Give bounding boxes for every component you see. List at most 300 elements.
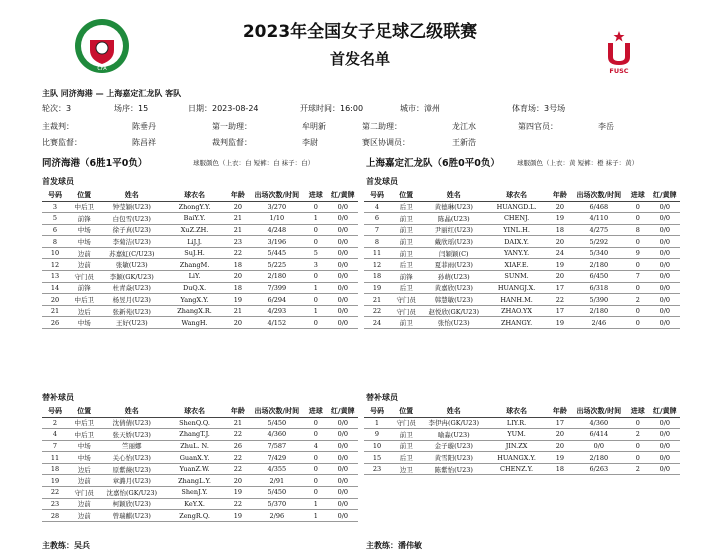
cell-shirt-name: ZhangT.J. — [163, 429, 226, 441]
cell-shirt-name: YuanZ.W. — [163, 463, 226, 475]
home-coach — [42, 540, 90, 551]
match-info-row-2 — [42, 121, 702, 132]
cell-appearances: 2/180 — [572, 452, 626, 464]
coordinator-label: 赛区协调员： — [362, 138, 410, 147]
table-row — [42, 271, 358, 283]
match-info-row-1 — [42, 103, 702, 114]
cell-number: 8 — [42, 236, 68, 248]
cell-goals: 0 — [304, 271, 328, 283]
cell-age: 20 — [548, 271, 572, 283]
cell-goals: 0 — [304, 429, 328, 441]
column-header-position: 位置 — [68, 190, 100, 201]
cell-number: 22 — [364, 305, 390, 317]
cell-name: 沈倩倩(U23) — [100, 417, 163, 429]
table-row — [42, 317, 358, 329]
column-header-number: 号码 — [364, 406, 390, 417]
cell-name: 钟莹颖(U23) — [100, 201, 163, 213]
cell-age: 20 — [226, 201, 250, 213]
cell-appearances: 5/390 — [572, 294, 626, 306]
column-header-age: 年龄 — [548, 190, 572, 201]
cell-name: 尹丽红(U23) — [422, 224, 485, 236]
table-row — [42, 294, 358, 306]
cell-shirt-name: CHENJ. — [485, 213, 548, 225]
cell-appearances: 5/370 — [250, 498, 304, 510]
cell-age: 18 — [548, 224, 572, 236]
away-coach-label: 主教练： — [366, 541, 398, 550]
column-header-shirt-name: 球衣名 — [485, 190, 548, 201]
cell-appearances: 4/360 — [250, 429, 304, 441]
cell-number: 14 — [42, 282, 68, 294]
cell-appearances: 2/46 — [572, 317, 626, 329]
cell-position: 中后卫 — [68, 429, 100, 441]
cell-age: 21 — [226, 417, 250, 429]
cell-name: 白包雪(U23) — [100, 213, 163, 225]
cell-shirt-name: HUANGX.Y. — [485, 452, 548, 464]
table-header-row — [42, 190, 358, 201]
cell-position: 边前 — [68, 247, 100, 259]
column-header-cards: 红/黄牌 — [650, 406, 680, 417]
cell-cards: 0/0 — [650, 429, 680, 441]
cell-shirt-name: DuQ.X. — [163, 282, 226, 294]
column-header-number: 号码 — [42, 190, 68, 201]
column-header-shirt-name: 球衣名 — [485, 406, 548, 417]
cell-position: 守门员 — [68, 271, 100, 283]
cell-position: 中场 — [68, 440, 100, 452]
cell-shirt-name: HUANGJ.X. — [485, 282, 548, 294]
page-subtitle: 首发名单 — [329, 50, 390, 68]
cell-shirt-name: BaiY.Y. — [163, 213, 226, 225]
cell-appearances: 2/180 — [572, 259, 626, 271]
column-header-number: 号码 — [42, 406, 68, 417]
coordinator-value: 王新浩 — [452, 138, 476, 147]
cell-shirt-name: CHENZ.Y. — [485, 463, 548, 475]
table-row — [42, 498, 358, 510]
away-starters-label: 首发球员 — [366, 177, 398, 186]
cell-name: 戴欣瑶(U23) — [422, 236, 485, 248]
column-header-number: 号码 — [364, 190, 390, 201]
cell-age: 20 — [226, 317, 250, 329]
cell-number: 22 — [42, 487, 68, 499]
column-header-goals: 进球 — [304, 190, 328, 201]
cfa-logo-text: CFA — [97, 66, 107, 72]
column-header-age: 年龄 — [226, 190, 250, 201]
table-row — [364, 305, 680, 317]
cell-position: 边前 — [68, 259, 100, 271]
cell-shirt-name: KeY.X. — [163, 498, 226, 510]
column-header-goals: 进球 — [626, 406, 650, 417]
cell-age: 22 — [226, 463, 250, 475]
table-row — [42, 236, 358, 248]
cell-cards: 0/0 — [650, 236, 680, 248]
cell-shirt-name: YANY.Y. — [485, 247, 548, 259]
cell-name: 张新苑(U23) — [100, 305, 163, 317]
table-row — [364, 271, 680, 283]
cell-name: 闫颖颖(C) — [422, 247, 485, 259]
cell-appearances: 6/318 — [572, 282, 626, 294]
column-header-appearances: 出场次数/时间 — [250, 190, 304, 201]
cell-goals: 2 — [626, 294, 650, 306]
cell-age: 22 — [548, 294, 572, 306]
cell-position: 中场 — [68, 236, 100, 248]
cell-age: 24 — [548, 247, 572, 259]
cell-name: 孙萌(U23) — [422, 271, 485, 283]
cell-goals: 7 — [626, 271, 650, 283]
cell-goals: 0 — [626, 282, 650, 294]
cell-appearances: 5/225 — [250, 259, 304, 271]
table-row — [42, 463, 358, 475]
cell-age: 22 — [226, 247, 250, 259]
assessor-value: 李尉 — [302, 138, 318, 147]
cell-appearances: 5/292 — [572, 236, 626, 248]
cell-cards: 0/0 — [650, 259, 680, 271]
column-header-cards: 红/黄牌 — [328, 406, 358, 417]
cell-goals: 4 — [304, 440, 328, 452]
column-header-name: 姓名 — [422, 406, 485, 417]
cell-cards: 0/0 — [650, 247, 680, 259]
cell-shirt-name: ZhongY.Y. — [163, 201, 226, 213]
cell-age: 19 — [226, 294, 250, 306]
cell-position: 前锋 — [68, 213, 100, 225]
table-row — [364, 213, 680, 225]
cell-appearances: 6/294 — [250, 294, 304, 306]
cell-appearances: 4/248 — [250, 224, 304, 236]
cell-cards: 0/0 — [650, 317, 680, 329]
cell-goals: 1 — [304, 498, 328, 510]
ar2-label: 第二助理： — [362, 122, 402, 131]
cell-name: 关心怡(U23) — [100, 452, 163, 464]
cell-shirt-name: XIAF.E. — [485, 259, 548, 271]
cell-number: 4 — [42, 429, 68, 441]
cell-position: 中场 — [68, 224, 100, 236]
cell-name: 原紫薇(U23) — [100, 463, 163, 475]
fourth-official-value: 李岳 — [598, 122, 614, 131]
cell-number: 13 — [42, 271, 68, 283]
cell-appearances: 2/180 — [572, 305, 626, 317]
cell-position: 前锋 — [68, 282, 100, 294]
cell-goals: 0 — [626, 259, 650, 271]
table-row — [42, 475, 358, 487]
table-row — [42, 417, 358, 429]
cell-age: 22 — [226, 429, 250, 441]
ar1-label: 第一助理： — [212, 122, 252, 131]
column-header-name: 姓名 — [100, 406, 163, 417]
cell-position: 前卫 — [390, 317, 422, 329]
cell-age: 19 — [226, 487, 250, 499]
cell-cards: 0/0 — [650, 282, 680, 294]
cell-cards: 0/0 — [328, 317, 358, 329]
cell-cards: 0/0 — [650, 463, 680, 475]
city-label: 城市： — [400, 104, 424, 113]
cell-age: 20 — [226, 271, 250, 283]
cell-name: 李伊冉(GK/U23) — [422, 417, 485, 429]
cell-number: 19 — [42, 475, 68, 487]
cell-age: 20 — [226, 475, 250, 487]
cell-name: 苏嘉虹(C/U23) — [100, 247, 163, 259]
cell-position: 后卫 — [390, 452, 422, 464]
match-teams: 主队 同济海港 — 上海嘉定汇龙队 客队 — [42, 89, 182, 98]
home-kit-colors: 球服颜色（上衣：白 短裤：白 袜子：白） — [193, 159, 315, 167]
cell-number: 23 — [42, 498, 68, 510]
cell-shirt-name: YUM. — [485, 429, 548, 441]
column-header-goals: 进球 — [304, 406, 328, 417]
cell-age: 17 — [548, 305, 572, 317]
cell-name: 徐子真(U23) — [100, 224, 163, 236]
table-row — [42, 224, 358, 236]
cell-cards: 0/0 — [328, 201, 358, 213]
cell-cards: 0/0 — [328, 429, 358, 441]
cell-name: 张天娇(U23) — [100, 429, 163, 441]
assessor-label: 裁判监督： — [212, 138, 252, 147]
away-coach — [366, 540, 422, 551]
table-header-row — [364, 190, 680, 201]
cell-position: 后卫 — [390, 259, 422, 271]
cell-appearances: 5/340 — [572, 247, 626, 259]
cell-position: 前卫 — [390, 213, 422, 225]
cell-shirt-name: JIN.ZX — [485, 440, 548, 452]
cell-name: 陈紫怡(U23) — [422, 463, 485, 475]
column-header-name: 姓名 — [100, 190, 163, 201]
cell-number: 12 — [364, 259, 390, 271]
cell-shirt-name: YINL.H. — [485, 224, 548, 236]
cell-appearances: 2/91 — [250, 475, 304, 487]
cell-age: 19 — [548, 259, 572, 271]
home-subs-label: 替补球员 — [42, 393, 74, 402]
cell-age: 18 — [548, 463, 572, 475]
away-starters-table — [364, 190, 680, 329]
cell-age: 23 — [226, 236, 250, 248]
table-row — [364, 282, 680, 294]
cell-name: 沈嘉怡(GK/U23) — [100, 487, 163, 499]
column-header-cards: 红/黄牌 — [328, 190, 358, 201]
cell-name: 李菊洁(U23) — [100, 236, 163, 248]
cell-appearances: 6/263 — [572, 463, 626, 475]
date-value: 2023-08-24 — [212, 104, 259, 113]
table-row — [364, 317, 680, 329]
cell-cards: 0/0 — [650, 201, 680, 213]
column-header-goals: 进球 — [626, 190, 650, 201]
cell-number: 2 — [42, 417, 68, 429]
away-coach-value: 潘伟敏 — [398, 541, 422, 550]
cell-name: 曾瑞麒(U23) — [100, 510, 163, 522]
cell-age: 21 — [226, 224, 250, 236]
cell-position: 边前 — [68, 498, 100, 510]
cell-name: 喻淼(U23) — [422, 429, 485, 441]
cell-number: 26 — [42, 317, 68, 329]
column-header-appearances: 出场次数/时间 — [250, 406, 304, 417]
cell-appearances: 4/355 — [250, 463, 304, 475]
cell-age: 19 — [548, 213, 572, 225]
cell-goals: 0 — [304, 417, 328, 429]
cell-position: 后卫 — [390, 201, 422, 213]
cell-shirt-name: XuZ.ZH. — [163, 224, 226, 236]
column-header-position: 位置 — [390, 190, 422, 201]
cell-cards: 0/0 — [650, 294, 680, 306]
table-row — [364, 201, 680, 213]
cell-position: 边卫 — [390, 463, 422, 475]
cell-cards: 0/0 — [328, 440, 358, 452]
cell-position: 后卫 — [390, 282, 422, 294]
cell-appearances: 0/0 — [572, 440, 626, 452]
cell-cards: 0/0 — [650, 305, 680, 317]
cell-age: 19 — [548, 452, 572, 464]
cell-appearances: 2/180 — [250, 271, 304, 283]
cell-goals: 0 — [304, 463, 328, 475]
table-row — [42, 440, 358, 452]
cell-age: 17 — [548, 282, 572, 294]
cell-number: 18 — [364, 271, 390, 283]
cell-name: 李颖(GK/U23) — [100, 271, 163, 283]
table-row — [364, 247, 680, 259]
column-header-cards: 红/黄牌 — [650, 190, 680, 201]
cell-number: 11 — [364, 247, 390, 259]
cell-number: 15 — [364, 452, 390, 464]
cell-number: 7 — [364, 224, 390, 236]
cell-name: 陈晶(U23) — [422, 213, 485, 225]
cell-goals: 0 — [626, 440, 650, 452]
table-row — [42, 510, 358, 522]
cell-age: 19 — [226, 510, 250, 522]
column-header-age: 年龄 — [226, 406, 250, 417]
table-row — [42, 305, 358, 317]
cell-appearances: 2/96 — [250, 510, 304, 522]
cell-shirt-name: GuanX.Y. — [163, 452, 226, 464]
cell-age: 22 — [226, 452, 250, 464]
cell-goals: 0 — [626, 317, 650, 329]
home-coach-label: 主教练： — [42, 541, 74, 550]
table-header-row — [42, 406, 358, 417]
cell-cards: 0/0 — [650, 417, 680, 429]
cell-goals: 1 — [304, 213, 328, 225]
cell-number: 8 — [364, 236, 390, 248]
fourth-official-label: 第四官员： — [518, 122, 558, 131]
cell-cards: 0/0 — [328, 498, 358, 510]
cell-shirt-name: ZHAO.YX — [485, 305, 548, 317]
table-row — [364, 417, 680, 429]
cell-number: 10 — [364, 440, 390, 452]
cell-shirt-name: ShenJ.Y. — [163, 487, 226, 499]
cell-cards: 0/0 — [650, 224, 680, 236]
cell-goals: 0 — [626, 305, 650, 317]
cell-shirt-name: LiJ.J. — [163, 236, 226, 248]
column-header-position: 位置 — [68, 406, 100, 417]
table-row — [364, 294, 680, 306]
cell-position: 守门员 — [390, 294, 422, 306]
cell-shirt-name: ZhangX.R. — [163, 305, 226, 317]
away-subs-table — [364, 406, 680, 475]
cell-age: 20 — [548, 236, 572, 248]
cell-appearances: 5/450 — [250, 487, 304, 499]
column-header-position: 位置 — [390, 406, 422, 417]
away-subs-label: 替补球员 — [366, 393, 398, 402]
column-header-shirt-name: 球衣名 — [163, 406, 226, 417]
cell-position: 边前 — [68, 510, 100, 522]
cell-name: 金子璇(U23) — [422, 440, 485, 452]
kick-value: 16:00 — [340, 104, 364, 113]
cell-number: 21 — [42, 305, 68, 317]
cell-name: 王好(U23) — [100, 317, 163, 329]
cell-number: 10 — [42, 247, 68, 259]
cell-number: 28 — [42, 510, 68, 522]
cell-age: 19 — [548, 317, 572, 329]
cell-appearances: 3/270 — [250, 201, 304, 213]
table-header-row — [364, 406, 680, 417]
cell-goals: 0 — [626, 452, 650, 464]
cell-cards: 0/0 — [328, 282, 358, 294]
table-row — [364, 440, 680, 452]
table-row — [42, 487, 358, 499]
cell-number: 4 — [364, 201, 390, 213]
cell-number: 9 — [364, 429, 390, 441]
cell-goals: 1 — [304, 305, 328, 317]
cell-number: 18 — [42, 463, 68, 475]
column-header-shirt-name: 球衣名 — [163, 190, 226, 201]
table-row — [364, 463, 680, 475]
column-header-appearances: 出场次数/时间 — [572, 406, 626, 417]
home-starters-label: 首发球员 — [42, 177, 74, 186]
cell-shirt-name: ZhuL. N. — [163, 440, 226, 452]
cell-age: 21 — [226, 213, 250, 225]
cell-number: 24 — [364, 317, 390, 329]
match-info-row-3 — [42, 137, 702, 148]
cell-shirt-name: SUNM. — [485, 271, 548, 283]
table-row — [42, 201, 358, 213]
cell-goals: 8 — [626, 224, 650, 236]
away-team-name: 上海嘉定汇龙队（6胜0平0负） — [366, 158, 500, 169]
cell-shirt-name: LiY. — [163, 271, 226, 283]
cell-position: 前锋 — [390, 271, 422, 283]
cell-appearances: 6/414 — [572, 429, 626, 441]
table-row — [42, 282, 358, 294]
ar2-value: 龙江水 — [452, 122, 476, 131]
cell-appearances: 4/293 — [250, 305, 304, 317]
cell-goals: 1 — [304, 510, 328, 522]
kick-label: 开球时间： — [300, 104, 340, 113]
cell-shirt-name: ZHANGY. — [485, 317, 548, 329]
cell-appearances: 4/360 — [572, 417, 626, 429]
cell-cards: 0/0 — [328, 452, 358, 464]
cell-age: 18 — [226, 259, 250, 271]
cell-goals: 0 — [304, 317, 328, 329]
cell-cards: 0/0 — [328, 305, 358, 317]
cell-shirt-name: HUANGD.L. — [485, 201, 548, 213]
cell-shirt-name: SuJ.H. — [163, 247, 226, 259]
cell-number: 6 — [364, 213, 390, 225]
cell-appearances: 4/152 — [250, 317, 304, 329]
cell-cards: 0/0 — [328, 487, 358, 499]
column-header-appearances: 出场次数/时间 — [572, 190, 626, 201]
cell-cards: 0/0 — [650, 452, 680, 464]
away-kit-colors: 球服颜色（上衣：黄 短裤：橙 袜子：黄） — [517, 159, 639, 167]
cell-number: 23 — [364, 463, 390, 475]
cell-goals: 0 — [304, 475, 328, 487]
cell-name: 黄雪阳(U23) — [422, 452, 485, 464]
cell-cards: 0/0 — [328, 236, 358, 248]
cell-position: 中场 — [68, 317, 100, 329]
cell-position: 边后 — [68, 463, 100, 475]
table-row — [42, 213, 358, 225]
cell-position: 守门员 — [390, 417, 422, 429]
cell-goals: 0 — [626, 417, 650, 429]
cell-goals: 0 — [304, 201, 328, 213]
cell-goals: 5 — [304, 247, 328, 259]
cell-goals: 1 — [304, 282, 328, 294]
cell-appearances: 4/275 — [572, 224, 626, 236]
cell-name: 张敏(U23) — [100, 259, 163, 271]
cell-position: 守门员 — [390, 305, 422, 317]
game-label: 场序： — [114, 104, 138, 113]
cell-position: 前卫 — [390, 247, 422, 259]
cell-number: 1 — [364, 417, 390, 429]
